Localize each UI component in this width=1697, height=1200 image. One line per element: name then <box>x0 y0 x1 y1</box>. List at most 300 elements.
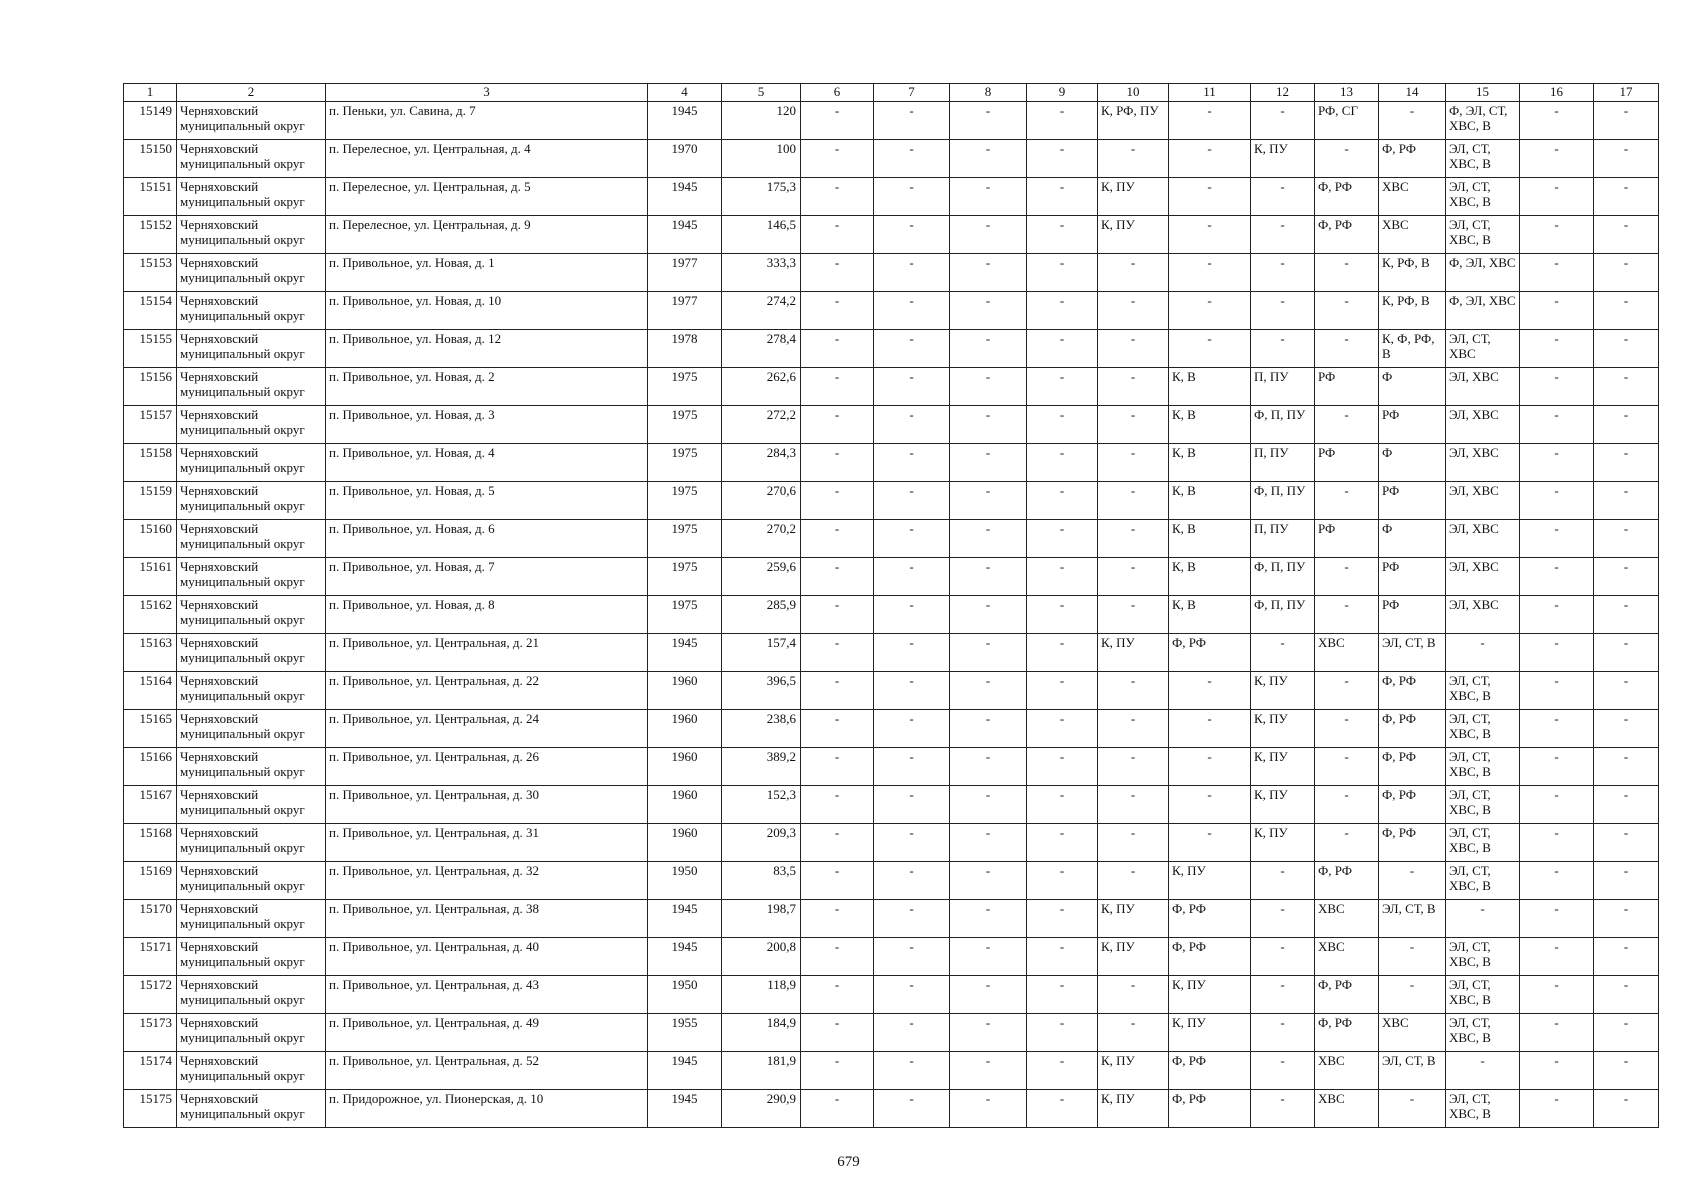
table-cell: - <box>1251 330 1315 368</box>
column-header: 15 <box>1446 84 1520 102</box>
table-cell: - <box>801 824 874 862</box>
table-cell: - <box>1594 444 1659 482</box>
table-cell: К, ПУ <box>1251 710 1315 748</box>
table-cell: ХВС <box>1379 216 1446 254</box>
table-cell: Черняховский муниципальный округ <box>177 1052 326 1090</box>
table-cell: п. Привольное, ул. Центральная, д. 38 <box>326 900 648 938</box>
table-cell: Черняховский муниципальный округ <box>177 1090 326 1128</box>
table-cell: 285,9 <box>722 596 801 634</box>
table-cell: - <box>1315 140 1379 178</box>
table-cell: - <box>1594 254 1659 292</box>
table-cell: 120 <box>722 102 801 140</box>
table-cell: - <box>1098 140 1169 178</box>
table-cell: - <box>1027 292 1098 330</box>
table-cell: 15152 <box>124 216 177 254</box>
table-cell: 15164 <box>124 672 177 710</box>
table-cell: - <box>1520 1052 1594 1090</box>
table-cell: 1960 <box>648 748 722 786</box>
table-cell: Ф, РФ <box>1379 786 1446 824</box>
table-cell: 1960 <box>648 672 722 710</box>
table-cell: ЭЛ, СТ, В <box>1379 900 1446 938</box>
table-cell: 83,5 <box>722 862 801 900</box>
table-cell: Черняховский муниципальный округ <box>177 900 326 938</box>
table-cell: 1960 <box>648 710 722 748</box>
table-cell: 118,9 <box>722 976 801 1014</box>
table-cell: - <box>1520 976 1594 1014</box>
table-cell: - <box>1098 1014 1169 1052</box>
table-cell: - <box>874 976 950 1014</box>
table-cell: - <box>1027 520 1098 558</box>
table-cell: - <box>1520 786 1594 824</box>
table-cell: - <box>1098 330 1169 368</box>
table-cell: - <box>950 1052 1027 1090</box>
table-cell: - <box>1251 254 1315 292</box>
table-cell: - <box>1169 330 1251 368</box>
table-cell: - <box>1315 748 1379 786</box>
table-cell: - <box>874 786 950 824</box>
table-cell: - <box>1520 710 1594 748</box>
table-cell: - <box>801 558 874 596</box>
table-cell: - <box>1520 216 1594 254</box>
table-cell: РФ <box>1315 444 1379 482</box>
table-cell: - <box>801 216 874 254</box>
table-cell: - <box>950 672 1027 710</box>
table-cell: п. Привольное, ул. Центральная, д. 32 <box>326 862 648 900</box>
table-cell: - <box>801 596 874 634</box>
table-cell: - <box>1098 406 1169 444</box>
table-cell: - <box>1098 292 1169 330</box>
column-header: 9 <box>1027 84 1098 102</box>
table-row <box>124 824 1659 862</box>
column-header: 3 <box>326 84 648 102</box>
table-cell: - <box>1594 330 1659 368</box>
table-cell: - <box>1169 292 1251 330</box>
table-row <box>124 1014 1659 1052</box>
table-cell: ХВС <box>1315 1090 1379 1128</box>
table-cell: Черняховский муниципальный округ <box>177 710 326 748</box>
table-cell: 146,5 <box>722 216 801 254</box>
table-row <box>124 140 1659 178</box>
table-cell: 1960 <box>648 786 722 824</box>
table-cell: Черняховский муниципальный округ <box>177 862 326 900</box>
column-header: 1 <box>124 84 177 102</box>
table-cell: п. Привольное, ул. Новая, д. 1 <box>326 254 648 292</box>
table-cell: - <box>874 558 950 596</box>
table-cell: 15156 <box>124 368 177 406</box>
table-cell: ЭЛ, ХВС <box>1446 482 1520 520</box>
table-cell: РФ <box>1379 558 1446 596</box>
table-cell: - <box>1520 1014 1594 1052</box>
table-cell: - <box>950 140 1027 178</box>
table-cell: - <box>1169 786 1251 824</box>
table-cell: - <box>1594 178 1659 216</box>
table-row <box>124 520 1659 558</box>
table-cell: ЭЛ, СТ, ХВС <box>1446 330 1520 368</box>
table-cell: Черняховский муниципальный округ <box>177 824 326 862</box>
table-cell: п. Привольное, ул. Центральная, д. 30 <box>326 786 648 824</box>
table-cell: п. Перелесное, ул. Центральная, д. 5 <box>326 178 648 216</box>
table-cell: П, ПУ <box>1251 444 1315 482</box>
table-cell: - <box>801 102 874 140</box>
table-cell: - <box>801 368 874 406</box>
table-cell: - <box>1520 900 1594 938</box>
table-cell: - <box>1098 862 1169 900</box>
table-row <box>124 292 1659 330</box>
table-cell: - <box>1520 330 1594 368</box>
table-cell: - <box>950 748 1027 786</box>
table-cell: 15168 <box>124 824 177 862</box>
table-cell: п. Привольное, ул. Центральная, д. 31 <box>326 824 648 862</box>
table-cell: 238,6 <box>722 710 801 748</box>
table-cell: - <box>874 178 950 216</box>
table-cell: - <box>1520 102 1594 140</box>
table-cell: - <box>1027 102 1098 140</box>
table-cell: - <box>1520 558 1594 596</box>
table-cell: - <box>874 330 950 368</box>
table-cell: - <box>1315 672 1379 710</box>
table-cell: ЭЛ, СТ, ХВС, В <box>1446 1014 1520 1052</box>
table-cell: 184,9 <box>722 1014 801 1052</box>
table-cell: РФ <box>1379 596 1446 634</box>
table-cell: - <box>1027 482 1098 520</box>
table-cell: - <box>1520 368 1594 406</box>
table-cell: - <box>950 178 1027 216</box>
table-cell: 1975 <box>648 520 722 558</box>
table-cell: Ф, РФ <box>1169 938 1251 976</box>
table-cell: - <box>1315 254 1379 292</box>
table-cell: - <box>1315 406 1379 444</box>
table-cell: - <box>1520 444 1594 482</box>
column-header: 14 <box>1379 84 1446 102</box>
table-cell: ЭЛ, СТ, ХВС, В <box>1446 748 1520 786</box>
table-cell: 1950 <box>648 976 722 1014</box>
table-cell: К, В <box>1169 482 1251 520</box>
table-cell: 1975 <box>648 596 722 634</box>
table-cell: Ф, РФ <box>1379 710 1446 748</box>
table-cell: - <box>950 216 1027 254</box>
table-cell: - <box>1027 710 1098 748</box>
table-cell: Ф, РФ <box>1315 178 1379 216</box>
table-cell: - <box>1379 976 1446 1014</box>
table-cell: Черняховский муниципальный округ <box>177 140 326 178</box>
table-cell: Ф <box>1379 368 1446 406</box>
table-cell: К, ПУ <box>1169 976 1251 1014</box>
table-cell: - <box>1315 786 1379 824</box>
table-cell: 1945 <box>648 938 722 976</box>
table-cell: - <box>1098 558 1169 596</box>
header-row <box>124 84 1659 102</box>
table-row <box>124 634 1659 672</box>
column-header: 12 <box>1251 84 1315 102</box>
table-cell: - <box>1520 862 1594 900</box>
table-cell: - <box>950 596 1027 634</box>
table-cell: - <box>950 254 1027 292</box>
table-cell: п. Привольное, ул. Центральная, д. 52 <box>326 1052 648 1090</box>
table-row <box>124 216 1659 254</box>
table-cell: - <box>874 216 950 254</box>
table-cell: - <box>874 1052 950 1090</box>
table-cell: 15165 <box>124 710 177 748</box>
table-cell: - <box>1315 596 1379 634</box>
table-cell: - <box>950 102 1027 140</box>
table-cell: 15172 <box>124 976 177 1014</box>
table-cell: Черняховский муниципальный округ <box>177 444 326 482</box>
table-cell: - <box>1446 900 1520 938</box>
table-cell: - <box>801 406 874 444</box>
table-cell: 15174 <box>124 1052 177 1090</box>
table-cell: - <box>1315 558 1379 596</box>
table-cell: - <box>1520 672 1594 710</box>
table-cell: Ф, П, ПУ <box>1251 596 1315 634</box>
table-cell: 15159 <box>124 482 177 520</box>
table-row <box>124 748 1659 786</box>
table-cell: 270,6 <box>722 482 801 520</box>
table-cell: 270,2 <box>722 520 801 558</box>
table-cell: Ф <box>1379 444 1446 482</box>
table-cell: ЭЛ, ХВС <box>1446 406 1520 444</box>
table-cell: ХВС <box>1315 634 1379 672</box>
table-cell: - <box>1098 786 1169 824</box>
table-cell: Ф, РФ <box>1169 634 1251 672</box>
table-cell: 15173 <box>124 1014 177 1052</box>
table-body <box>124 102 1659 1128</box>
table-cell: - <box>1594 748 1659 786</box>
column-header: 17 <box>1594 84 1659 102</box>
page-number: 679 <box>837 1154 860 1170</box>
table-cell: - <box>801 634 874 672</box>
table-cell: 1945 <box>648 1052 722 1090</box>
table-cell: Ф, ЭЛ, СТ, ХВС, В <box>1446 102 1520 140</box>
table-cell: - <box>1594 900 1659 938</box>
table-cell: - <box>801 1090 874 1128</box>
table-cell: п. Привольное, ул. Центральная, д. 24 <box>326 710 648 748</box>
table-cell: п. Перелесное, ул. Центральная, д. 4 <box>326 140 648 178</box>
table-cell: 15157 <box>124 406 177 444</box>
table-cell: п. Привольное, ул. Центральная, д. 26 <box>326 748 648 786</box>
table-cell: - <box>1169 140 1251 178</box>
table-cell: 1945 <box>648 102 722 140</box>
table-cell: Черняховский муниципальный округ <box>177 368 326 406</box>
table-cell: - <box>1251 292 1315 330</box>
table-cell: - <box>1027 1090 1098 1128</box>
table-cell: - <box>1098 672 1169 710</box>
table-cell: - <box>801 938 874 976</box>
table-cell: - <box>1520 254 1594 292</box>
table-cell: 181,9 <box>722 1052 801 1090</box>
table-cell: - <box>801 976 874 1014</box>
table-cell: - <box>1169 178 1251 216</box>
table-cell: - <box>1027 368 1098 406</box>
table-cell: - <box>1098 710 1169 748</box>
table-cell: п. Привольное, ул. Центральная, д. 21 <box>326 634 648 672</box>
table-cell: - <box>801 520 874 558</box>
table-cell: - <box>874 1090 950 1128</box>
table-cell: Ф, РФ <box>1169 1090 1251 1128</box>
column-header: 7 <box>874 84 950 102</box>
table-cell: - <box>950 862 1027 900</box>
table-cell: - <box>1251 178 1315 216</box>
table-cell: 290,9 <box>722 1090 801 1128</box>
table-cell: Ф, РФ <box>1379 824 1446 862</box>
table-cell: РФ, СГ <box>1315 102 1379 140</box>
table-cell: Ф, РФ <box>1169 900 1251 938</box>
table-cell: - <box>1027 900 1098 938</box>
table-cell: п. Привольное, ул. Новая, д. 5 <box>326 482 648 520</box>
table-cell: п. Привольное, ул. Новая, д. 7 <box>326 558 648 596</box>
table-cell: - <box>1251 938 1315 976</box>
table-cell: 15163 <box>124 634 177 672</box>
table-cell: Ф, П, ПУ <box>1251 558 1315 596</box>
table-cell: - <box>1520 824 1594 862</box>
table-cell: - <box>1027 938 1098 976</box>
table-cell: - <box>1594 520 1659 558</box>
table-cell: 15154 <box>124 292 177 330</box>
table-cell: - <box>874 482 950 520</box>
table-cell: К, ПУ <box>1251 672 1315 710</box>
table-cell: - <box>1027 824 1098 862</box>
table-cell: ЭЛ, СТ, В <box>1379 634 1446 672</box>
table-cell: ЭЛ, ХВС <box>1446 520 1520 558</box>
table-cell: К, ПУ <box>1251 786 1315 824</box>
table-cell: 1977 <box>648 254 722 292</box>
table-cell: - <box>801 710 874 748</box>
table-cell: Ф, ЭЛ, ХВС <box>1446 254 1520 292</box>
table-cell: п. Привольное, ул. Новая, д. 2 <box>326 368 648 406</box>
table-cell: Черняховский муниципальный округ <box>177 672 326 710</box>
table-cell: - <box>1315 482 1379 520</box>
table-cell: - <box>1169 824 1251 862</box>
table-cell: 15155 <box>124 330 177 368</box>
table-cell: - <box>1594 292 1659 330</box>
table-cell: Черняховский муниципальный округ <box>177 178 326 216</box>
table-cell: Черняховский муниципальный округ <box>177 938 326 976</box>
table-cell: Ф, РФ <box>1379 672 1446 710</box>
table-cell: ЭЛ, СТ, ХВС, В <box>1446 216 1520 254</box>
table-cell: - <box>950 520 1027 558</box>
table-cell: К, РФ, В <box>1379 292 1446 330</box>
table-cell: - <box>1169 102 1251 140</box>
table-cell: 1977 <box>648 292 722 330</box>
table-cell: - <box>950 330 1027 368</box>
table-cell: 15166 <box>124 748 177 786</box>
table-cell: - <box>1446 1052 1520 1090</box>
table-row <box>124 178 1659 216</box>
table-cell: П, ПУ <box>1251 368 1315 406</box>
table-row <box>124 900 1659 938</box>
table-cell: К, В <box>1169 406 1251 444</box>
table-cell: РФ <box>1315 368 1379 406</box>
table-cell: - <box>1251 900 1315 938</box>
table-cell: 1975 <box>648 558 722 596</box>
table-cell: 200,8 <box>722 938 801 976</box>
table-cell: К, ПУ <box>1098 1052 1169 1090</box>
table-cell: - <box>1251 1014 1315 1052</box>
table-cell: - <box>1594 406 1659 444</box>
table-cell: 1975 <box>648 368 722 406</box>
table-cell: - <box>801 140 874 178</box>
table-cell: - <box>874 900 950 938</box>
table-cell: - <box>801 330 874 368</box>
table-cell: - <box>1027 254 1098 292</box>
table-cell: - <box>950 634 1027 672</box>
table-cell: - <box>801 444 874 482</box>
table-cell: 1950 <box>648 862 722 900</box>
table-cell: п. Привольное, ул. Новая, д. 3 <box>326 406 648 444</box>
table-cell: п. Перелесное, ул. Центральная, д. 9 <box>326 216 648 254</box>
table-cell: - <box>801 254 874 292</box>
table-cell: К, ПУ <box>1098 938 1169 976</box>
table-cell: 157,4 <box>722 634 801 672</box>
table-cell: ЭЛ, ХВС <box>1446 558 1520 596</box>
table-row <box>124 406 1659 444</box>
table-cell: ХВС <box>1379 178 1446 216</box>
table-row <box>124 330 1659 368</box>
table-cell: ЭЛ, СТ, ХВС, В <box>1446 710 1520 748</box>
table-cell: - <box>874 368 950 406</box>
table-cell: - <box>950 786 1027 824</box>
table-cell: Черняховский муниципальный округ <box>177 406 326 444</box>
table-cell: ЭЛ, СТ, ХВС, В <box>1446 938 1520 976</box>
table-cell: - <box>1251 216 1315 254</box>
table-cell: Ф <box>1379 520 1446 558</box>
table-cell: - <box>801 482 874 520</box>
table-cell: - <box>1027 444 1098 482</box>
table-cell: - <box>1098 976 1169 1014</box>
table-cell: К, В <box>1169 444 1251 482</box>
table-cell: - <box>1027 634 1098 672</box>
table-cell: - <box>801 786 874 824</box>
table-cell: Черняховский муниципальный округ <box>177 596 326 634</box>
table-cell: - <box>1315 292 1379 330</box>
table-cell: 274,2 <box>722 292 801 330</box>
table-cell: Черняховский муниципальный округ <box>177 216 326 254</box>
table-cell: - <box>1594 634 1659 672</box>
table-row <box>124 444 1659 482</box>
table-cell: - <box>801 748 874 786</box>
table-cell: К, ПУ <box>1098 634 1169 672</box>
table-cell: - <box>1594 482 1659 520</box>
table-cell: Ф, РФ <box>1315 1014 1379 1052</box>
table-row <box>124 862 1659 900</box>
table-cell: К, ПУ <box>1098 178 1169 216</box>
table-cell: ЭЛ, СТ, ХВС, В <box>1446 178 1520 216</box>
column-header: 6 <box>801 84 874 102</box>
table-cell: п. Привольное, ул. Новая, д. 10 <box>326 292 648 330</box>
table-cell: - <box>1098 824 1169 862</box>
table-cell: 1945 <box>648 634 722 672</box>
table-cell: - <box>874 938 950 976</box>
table-cell: - <box>950 482 1027 520</box>
table-cell: - <box>874 596 950 634</box>
table-cell: - <box>1169 710 1251 748</box>
table-cell: Черняховский муниципальный округ <box>177 634 326 672</box>
table-cell: ЭЛ, СТ, ХВС, В <box>1446 1090 1520 1128</box>
table-cell: Ф, РФ <box>1169 1052 1251 1090</box>
table-cell: 1945 <box>648 178 722 216</box>
table-cell: - <box>874 710 950 748</box>
table-cell: - <box>1594 1090 1659 1128</box>
table-cell: - <box>874 254 950 292</box>
table-cell: - <box>1251 862 1315 900</box>
table-row <box>124 710 1659 748</box>
table-row <box>124 558 1659 596</box>
table-cell: - <box>801 1014 874 1052</box>
column-header: 13 <box>1315 84 1379 102</box>
table-row <box>124 482 1659 520</box>
table-row <box>124 938 1659 976</box>
table-cell: - <box>1027 330 1098 368</box>
table-cell: Черняховский муниципальный округ <box>177 748 326 786</box>
